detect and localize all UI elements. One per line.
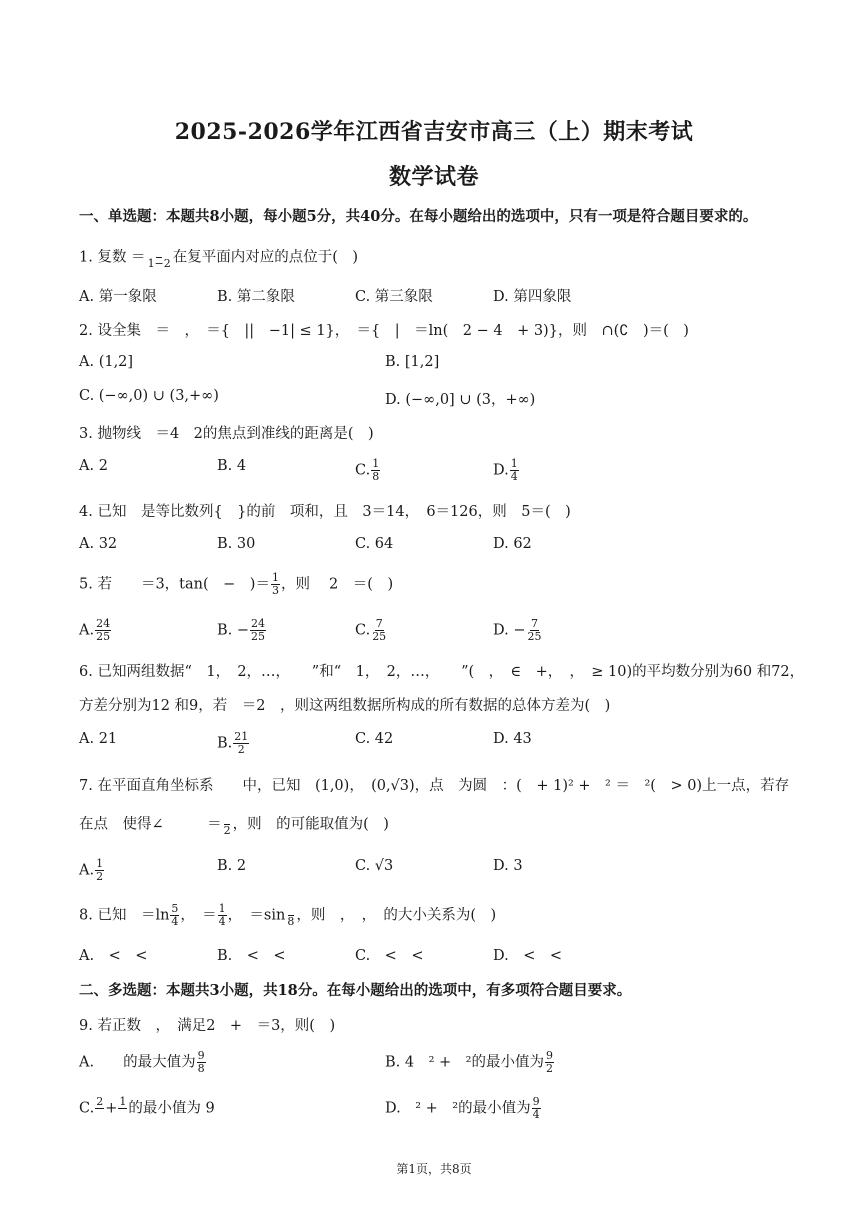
question-7-stem-a: 在点 使得∠ ＝ xyxy=(79,816,222,833)
question-7-line-2 xyxy=(79,812,389,837)
option-c: C. 第三象限 xyxy=(355,289,433,305)
option-a xyxy=(79,858,217,883)
fraction-denominator: 25 xyxy=(251,630,266,643)
option-label: A. xyxy=(79,862,95,879)
question-8-stem-b: ， ＝ xyxy=(180,907,217,924)
option-fraction xyxy=(371,618,387,643)
option-fraction xyxy=(250,618,266,643)
fraction-denominator: 2 xyxy=(545,1062,553,1075)
question-3: 3. 抛物线 ＝4 2的焦点到准线的距离是( ) xyxy=(79,426,374,442)
question-9: 9. 若正数 ， 满足2 + ＝3，则( ) xyxy=(79,1018,336,1034)
fraction-numerator: 1 xyxy=(271,571,279,584)
fraction-denominator: 3 xyxy=(271,584,279,597)
option-fraction xyxy=(197,1050,206,1075)
question-6-line-1: 6. 已知两组数据“ 1， 2，…， ”和“ 1， 2，…， ”( ， ∈ +， ， ≥ 10)的平均数分别为60 和72， xyxy=(79,664,805,680)
question-2-options-row-2 xyxy=(79,388,691,409)
fraction-numerator: 24 xyxy=(96,617,111,630)
exam-subtitle: 数学试卷 xyxy=(388,164,479,190)
question-8-stem-d: ，则 ， ， 的大小关系为( ) xyxy=(296,907,497,924)
fraction-numerator: 7 xyxy=(530,617,538,630)
fraction-numerator: 1 xyxy=(510,457,518,470)
option-d: D. 62 xyxy=(493,536,532,552)
question-1-stem-a: 1. 复数 ＝ xyxy=(79,249,146,266)
option-label: A. xyxy=(79,622,95,639)
option-fraction xyxy=(545,1050,554,1075)
option-a: A. 21 xyxy=(79,731,118,747)
section-heading-multiple-choice: 二、多选题：本题共3小题，共18分。在每小题给出的选项中，有多项符合题目要求。 xyxy=(79,982,632,999)
page-footer: 第1页，共8页 xyxy=(396,1162,472,1176)
fraction-denominator xyxy=(120,1109,126,1121)
question-2: 2. 设全集 ＝ ， ＝{ || −1| ≤ 1}， ＝{ | ＝ln( 2 − 4 + 3)}，则 ∩(∁ )＝( ) xyxy=(79,323,689,339)
option-a: A. 32 xyxy=(79,536,118,552)
option-c xyxy=(355,458,493,483)
option-b: B. 4 xyxy=(217,458,247,474)
question-3-options xyxy=(79,458,631,483)
option-c: C. 42 xyxy=(355,731,394,747)
fraction-denominator: 25 xyxy=(372,630,387,643)
question-9-options-row-2 xyxy=(79,1096,691,1121)
fraction-numerator: 7 xyxy=(375,617,383,630)
question-7-stem-b: ，则 的可能取值为( ) xyxy=(232,816,389,833)
question-7-line-1: 7. 在平面直角坐标系 中，已知 (1,0)， (0,√3)，点 为圆 ：( + 1)² + ² ＝ ²( > 0)上一点，若存 xyxy=(79,778,790,794)
fraction-denominator: 2 xyxy=(223,824,231,837)
fraction-numerator: 9 xyxy=(197,1049,205,1062)
section-heading-single-choice: 一、单选题：本题共8小题，每小题5分，共40分。在每小题给出的选项中，只有一项是符合题目要求的。 xyxy=(79,208,758,225)
option-a xyxy=(79,1050,385,1075)
fraction-numerator: 1 xyxy=(96,857,104,870)
fraction-denominator: 1−2 xyxy=(147,257,171,270)
option-label: D. xyxy=(493,462,509,479)
question-8 xyxy=(79,903,496,928)
option-fraction xyxy=(532,1096,541,1121)
option-b: B. 第二象限 xyxy=(217,289,295,305)
question-1-options xyxy=(79,285,631,306)
option-fraction-1 xyxy=(95,1096,104,1121)
fraction-numerator: 24 xyxy=(251,617,266,630)
question-5 xyxy=(79,572,393,597)
fraction-numerator: 5 xyxy=(171,902,179,915)
option-c: C. < < xyxy=(355,948,424,964)
option-d: D. 3 xyxy=(493,858,523,874)
option-label: D. − xyxy=(493,622,526,639)
option-d xyxy=(493,618,631,643)
fraction-numerator: 1 xyxy=(218,902,226,915)
fraction-numerator: 9 xyxy=(532,1095,540,1108)
option-a: A. < < xyxy=(79,948,148,964)
option-c: C. (−∞,0) ∪ (3,+∞) xyxy=(79,388,219,404)
option-b: B. < < xyxy=(217,948,286,964)
option-label: A. 的最大值为 xyxy=(79,1054,196,1071)
option-fraction-2 xyxy=(118,1096,127,1121)
option-b: B. [1,2] xyxy=(385,354,440,370)
fraction-denominator xyxy=(97,1109,103,1121)
option-b: B. 2 xyxy=(217,858,247,874)
question-5-stem-a: 5. 若 ＝3，tan( − )＝ xyxy=(79,576,270,593)
option-d: D. < < xyxy=(493,948,563,964)
question-1-stem-b: 在复平面内对应的点位于( ) xyxy=(172,249,359,266)
option-fraction xyxy=(526,618,542,643)
fraction-denominator: 2 xyxy=(237,743,245,756)
question-8-fraction-3 xyxy=(286,903,295,928)
option-fraction xyxy=(95,618,111,643)
question-4: 4. 已知 是等比数列{ }的前 项和，且 3＝14， 6＝126，则 5＝( ) xyxy=(79,504,571,520)
question-8-stem-a: 8. 已知 ＝ln xyxy=(79,907,170,924)
question-8-fraction-2 xyxy=(218,903,227,928)
question-6-options xyxy=(79,731,631,756)
exam-title: 2025-2026学年江西省吉安市高三（上）期末考试 xyxy=(174,119,694,145)
option-label: C. xyxy=(355,622,371,639)
fraction-numerator: 1 xyxy=(119,1095,127,1108)
fraction-denominator: 2 xyxy=(96,870,104,883)
fraction-numerator: 9 xyxy=(545,1049,553,1062)
option-d: D. 43 xyxy=(493,731,532,747)
fraction-denominator: 8 xyxy=(372,470,380,483)
fraction-numerator: 1 xyxy=(372,457,380,470)
option-fraction xyxy=(95,858,104,883)
question-8-fraction-1 xyxy=(170,903,179,928)
question-5-options xyxy=(79,618,631,643)
option-d: D. (−∞,0] ∪ (3，+∞) xyxy=(385,392,536,408)
question-7-options xyxy=(79,858,631,883)
question-5-stem-b: ，则 2 ＝( ) xyxy=(280,576,394,593)
option-label: C. xyxy=(355,462,371,479)
fraction-denominator: 25 xyxy=(527,630,542,643)
option-a: A. (1,2] xyxy=(79,354,134,370)
option-operator: + xyxy=(105,1100,118,1117)
option-a: A. 第一象限 xyxy=(79,289,157,305)
fraction-numerator: 21 xyxy=(234,730,249,743)
option-d xyxy=(493,458,631,483)
option-c: C. √3 xyxy=(355,858,394,874)
fraction-denominator: 4 xyxy=(510,470,518,483)
question-6-line-2: 方差分别为12 和9，若 ＝2 ，则这两组数据所构成的所有数据的总体方差为( ) xyxy=(79,698,611,714)
fraction-denominator: 4 xyxy=(171,915,179,928)
option-d: D. 第四象限 xyxy=(493,289,572,305)
option-b xyxy=(217,618,355,643)
question-2-options-row-1 xyxy=(79,354,691,370)
option-label: C. xyxy=(79,1100,95,1117)
question-5-fraction xyxy=(271,572,280,597)
fraction-denominator: 8 xyxy=(197,1062,205,1075)
fraction-denominator: 8 xyxy=(287,915,295,928)
question-8-stem-c: ， ＝sin xyxy=(227,907,286,924)
option-a: A. 2 xyxy=(79,458,108,474)
option-fraction xyxy=(371,458,380,483)
option-c: C. 64 xyxy=(355,536,394,552)
fraction-denominator: 4 xyxy=(532,1108,540,1121)
option-a xyxy=(79,618,217,643)
option-text: 的最小值为 9 xyxy=(128,1100,215,1117)
option-label: B. 4 ² + ²的最小值为 xyxy=(385,1054,544,1071)
question-1-fraction xyxy=(147,245,172,270)
question-7-fraction xyxy=(223,812,232,837)
fraction-numerator: 2 xyxy=(96,1095,104,1108)
question-4-options xyxy=(79,536,631,552)
option-c xyxy=(79,1096,385,1121)
fraction-denominator: 25 xyxy=(96,630,111,643)
option-fraction xyxy=(510,458,519,483)
option-c xyxy=(355,618,493,643)
question-9-options-row-1 xyxy=(79,1050,691,1075)
fraction-denominator: 4 xyxy=(218,915,226,928)
option-label: B. − xyxy=(217,622,250,639)
option-b: B. 30 xyxy=(217,536,256,552)
question-8-options xyxy=(79,944,631,965)
option-fraction xyxy=(233,731,249,756)
question-1 xyxy=(79,245,358,270)
option-label: D. ² + ²的最小值为 xyxy=(385,1100,531,1117)
option-b xyxy=(217,731,355,756)
option-d xyxy=(385,1096,691,1121)
option-b xyxy=(385,1050,691,1075)
option-label: B. xyxy=(217,735,233,752)
